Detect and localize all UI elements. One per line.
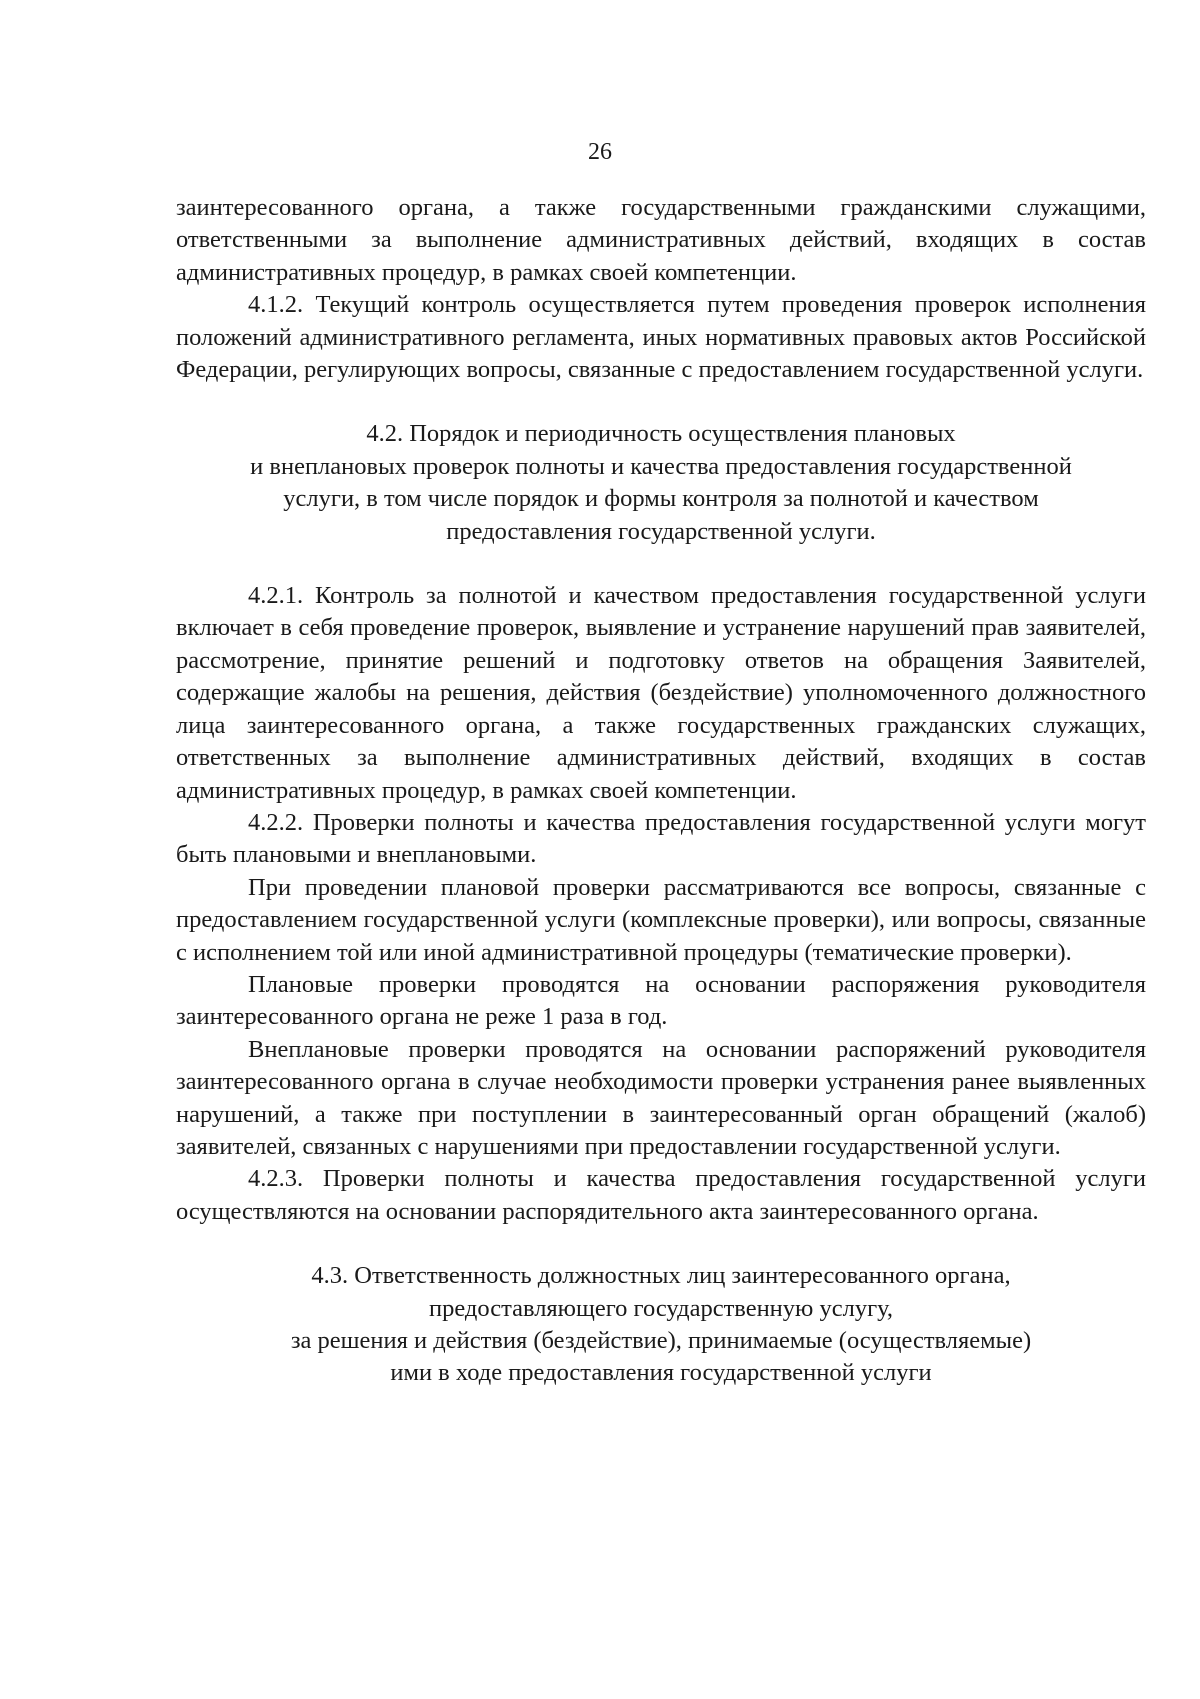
spacer	[176, 386, 1146, 418]
page-number: 26	[588, 139, 612, 165]
paragraph-planned-checks: При проведении плановой проверки рассматриваются все вопросы, связанные с предоставлением государственной услуги (комплексные проверки), или вопросы, связанные с исполнением той или иной административной процедуры (тематические проверки).	[176, 873, 1146, 966]
heading-line: 4.3. Ответственность должностных лиц заинтересованного органа,	[311, 1262, 1011, 1290]
document-body	[176, 192, 1146, 1390]
heading-line: 4.2. Порядок и периодичность осуществления плановых	[366, 420, 956, 448]
heading-line: предоставляющего государственную услугу,	[428, 1294, 894, 1322]
paragraph-4-2-3: 4.2.3. Проверки полноты и качества предоставления государственной услуги осуществляются на основании распорядительного акта заинтересованного органа.	[176, 1165, 1146, 1225]
paragraph-4-2-2: 4.2.2. Проверки полноты и качества предоставления государственной услуги могут быть плановыми и внеплановыми.	[176, 808, 1146, 869]
section-heading-4-2	[176, 418, 1146, 548]
heading-line: за решения и действия (бездействие), принимаемые (осуществляемые)	[290, 1327, 1032, 1354]
paragraph-unplanned-checks: Внеплановые проверки проводятся на основании распоряжений руководителя заинтересованного органа в случае необходимости проверки устранения ранее выявленных нарушений, а также при поступлении в заинтересованный орган обращений (жалоб) заявителей, связанных с нарушениями при предоставлении государственной услуги.	[176, 1035, 1146, 1160]
heading-line: услуги, в том числе порядок и формы контроля за полнотой и качеством	[283, 485, 1039, 513]
spacer	[176, 548, 1146, 580]
paragraph-continuation: заинтересованного органа, а также государственными гражданскими служащими, ответственными за выполнение административных действий, входящих в состав административных процедур, в рамках своей компетенции.	[176, 194, 1146, 286]
spacer	[176, 1228, 1146, 1260]
section-heading-4-3	[176, 1260, 1146, 1390]
heading-line: предоставления государственной услуги.	[446, 517, 876, 545]
heading-line: и внеплановых проверок полноты и качества предоставления государственной	[250, 452, 1072, 480]
paragraph-planned-basis: Плановые проверки проводятся на основании распоряжения руководителя заинтересованного органа не реже 1 раза в год.	[176, 970, 1146, 1031]
paragraph-4-2-1: 4.2.1. Контроль за полнотой и качеством предоставления государственной услуги включает в себя проведение проверок, выявление и устранение нарушений прав заявителей, рассмотрение, принятие решений и подготовку ответов на обращения Заявителей, содержащие жалобы на решения, действия (бездействие) уполномоченного должностного лица заинтересованного органа, а также государственных гражданских служащих, ответственных за выполнение административных действий, входящих в состав административных процедур, в рамках своей компетенции.	[176, 582, 1146, 804]
paragraph-4-1-2: 4.1.2. Текущий контроль осуществляется путем проведения проверок исполнения положений административного регламента, иных нормативных правовых актов Российской Федерации, регулирующих вопросы, связанные с предоставлением государственной услуги.	[176, 291, 1146, 384]
heading-line: ими в ходе предоставления государственной услуги	[390, 1359, 932, 1387]
